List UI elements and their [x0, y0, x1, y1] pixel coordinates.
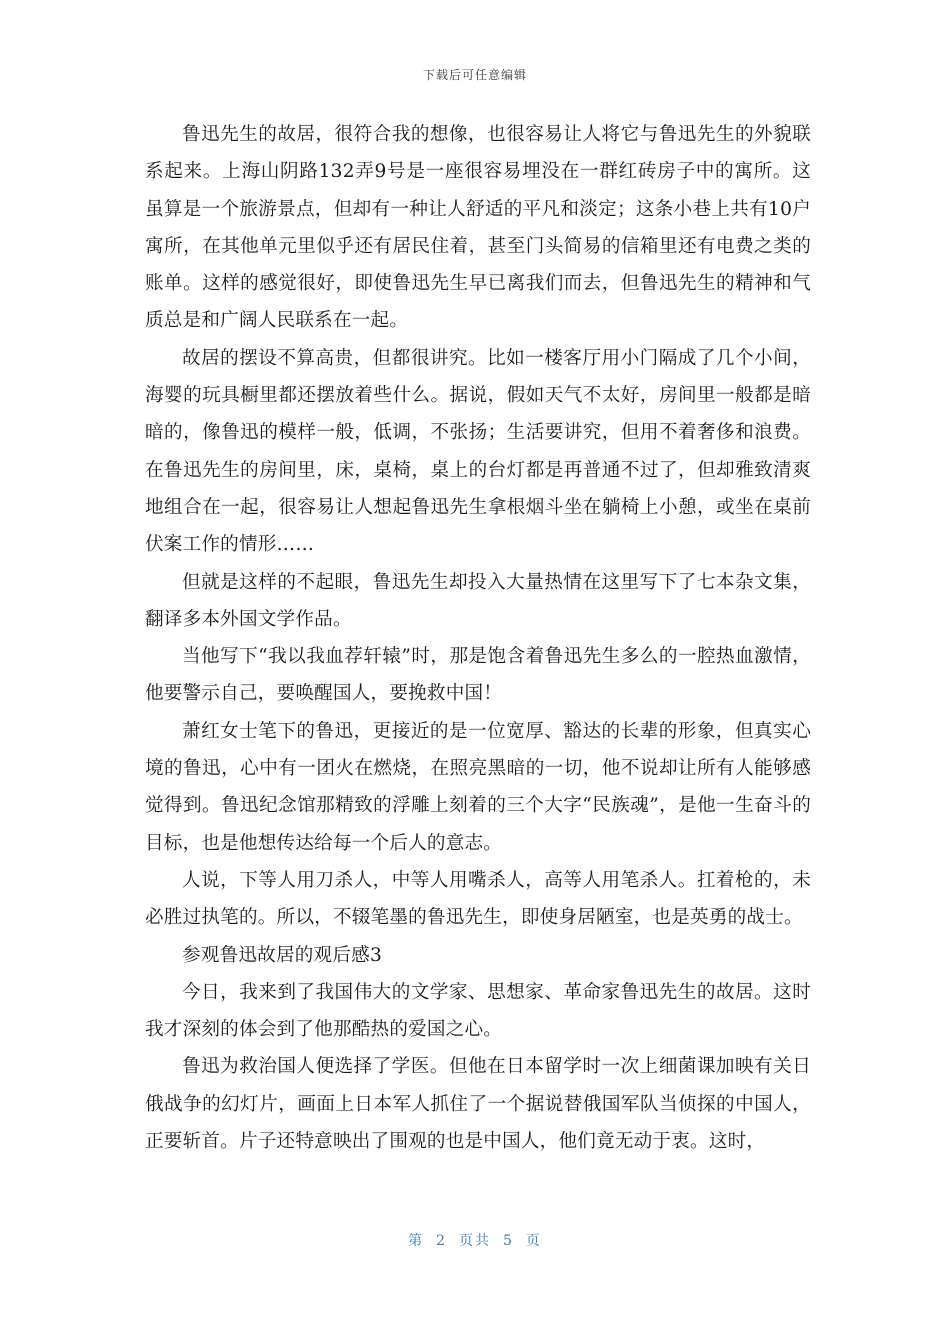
page-footer	[0, 1230, 950, 1250]
footer-prefix: 第	[408, 1233, 425, 1249]
footer-suffix: 页	[525, 1233, 542, 1249]
paragraph-7: 今日，我来到了我国伟大的文学家、思想家、革命家鲁迅先生的故居。这时我才深刻的体会到了他那酷热的爱国之心。	[145, 981, 811, 1041]
footer-middle: 页共	[459, 1233, 491, 1249]
paragraph-4: 当他写下“我以我血荐轩辕”时，那是饱含着鲁迅先生多么的一腔热血激情，他要警示自己，要唤醒国人，要挽救中国！	[145, 646, 811, 705]
paragraph-5: 萧红女士笔下的鲁迅，更接近的是一位宽厚、豁达的长辈的形象，但真实心境的鲁迅，心中有一团火在燃烧，在照亮黑暗的一切，他不说却让所有人能够感觉得到。鲁迅纪念馆那精致的浮雕上刻着的三个大字“民族魂”，是他一生奋斗的目标，也是他想传达给每一个后人的意志。	[145, 720, 811, 854]
footer-current-page: 2	[436, 1233, 447, 1249]
paragraph-3: 但就是这样的不起眼，鲁迅先生却投入大量热情在这里写下了七本杂文集，翻译多本外国文学作品。	[145, 571, 811, 630]
section-heading: 参观鲁迅故居的观后感3	[182, 944, 382, 966]
paragraph-8: 鲁迅为救治国人便选择了学医。但他在日本留学时一次上细菌课加映有关日俄战争的幻灯片，画面上日本军人抓住了一个据说替俄国军队当侦探的中国人，正要斩首。片子还特意映出了围观的也是中国人，他们竟无动于衷。这时，	[145, 1056, 811, 1153]
paragraph-6: 人说，下等人用刀杀人，中等人用嘴杀人，高等人用笔杀人。扛着枪的，未必胜过执笔的。所以，不辍笔墨的鲁迅先生，即使身居陋室，也是英勇的战士。	[145, 869, 811, 929]
footer-total-pages: 5	[503, 1233, 514, 1249]
paragraph-1: 鲁迅先生的故居，很符合我的想像，也很容易让人将它与鲁迅先生的外貌联系起来。上海山阴路132弄9号是一座很容易埋没在一群红砖房子中的寓所。这虽算是一个旅游景点，但却有一种让人舒适的平凡和淡定；这条小巷上共有10户寓所，在其他单元里似乎还有居民住着，甚至门头简易的信箱里还有电费之类的账单。这样的感觉很好，即使鲁迅先生早已离我们而去，但鲁迅先生的精神和气质总是和广阔人民联系在一起。	[145, 124, 811, 332]
page-header-note: 下载后可任意编辑	[422, 68, 527, 82]
document-body	[145, 116, 811, 1160]
paragraph-2: 故居的摆设不算高贵，但都很讲究。比如一楼客厅用小门隔成了几个小间，海婴的玩具橱里都还摆放着些什么。据说，假如天气不太好，房间里一般都是暗暗的，像鲁迅的模样一般，低调，不张扬；生活要讲究，但用不着奢侈和浪费。在鲁迅先生的房间里，床，桌椅，桌上的台灯都是再普通不过了，但却雅致清爽地组合在一起，很容易让人想起鲁迅先生拿根烟斗坐在躺椅上小憩，或坐在桌前伏案工作的情形……	[145, 347, 811, 556]
